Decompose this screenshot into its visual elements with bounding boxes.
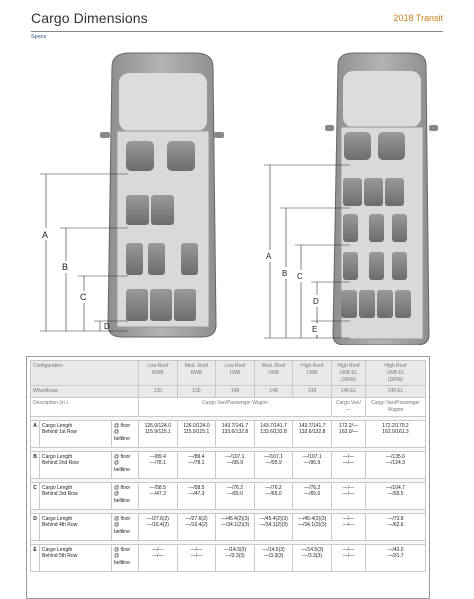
wheelbase-cell: 148 EL xyxy=(366,386,426,398)
col-header: High Roof LWB EL (SRW) xyxy=(332,361,366,386)
dim-label: E xyxy=(312,325,318,334)
row-description: Cargo Length Behind 2nd Row xyxy=(40,451,112,478)
config-label: Configuration xyxy=(31,361,139,386)
value-cell: —/— —/— xyxy=(332,544,366,571)
header-divider xyxy=(31,31,443,32)
value-cell: —/76.2 —/65.0 xyxy=(216,482,255,509)
type-row xyxy=(31,398,426,417)
model-year: 2018 Transit xyxy=(393,13,443,23)
col-header: Med. Roof RWB xyxy=(177,361,216,386)
value-cell: —/107.1 —/95.9 xyxy=(293,451,332,478)
row-description: Cargo Length Behind 5th Row xyxy=(40,544,112,571)
type-srw: Cargo Van/— xyxy=(332,398,366,417)
col-header: Med. Roof LWB xyxy=(254,361,293,386)
table-row xyxy=(31,482,426,509)
wheelbase-row xyxy=(31,386,426,398)
value-cell: —/58.5 —/47.3 xyxy=(139,482,178,509)
value-cell: —/— —/— xyxy=(177,544,216,571)
value-cell: 126.0/124.0 115.9/115.1 xyxy=(139,420,178,447)
col-header: Low Roof RWB xyxy=(139,361,178,386)
col-header: High Roof LWB EL (DRW) xyxy=(366,361,426,386)
wagon-rwb-top-view xyxy=(40,53,224,337)
dim-label: A xyxy=(42,230,49,240)
wheelbase-cell: 130 xyxy=(139,386,178,398)
value-cell: —/135.6 —/124.3 xyxy=(366,451,426,478)
row-description: Cargo Length Behind 1st Row xyxy=(40,420,112,447)
table-row xyxy=(31,513,426,540)
row-description: Cargo Length Behind 4th Row xyxy=(40,513,112,540)
value-cell: —/107.1 —/95.9 xyxy=(254,451,293,478)
row-position: @ floor @ beltline xyxy=(112,513,139,540)
value-cell: —/104.7 —/93.5 xyxy=(366,482,426,509)
wheelbase-cell: 148 EL xyxy=(332,386,366,398)
value-cell: —/45.4(2)(3) —/34.1(2)(3) xyxy=(216,513,255,540)
row-letter: A xyxy=(31,420,40,447)
row-position: @ floor @ beltline xyxy=(112,544,139,571)
dim-label: C xyxy=(80,292,87,302)
cargo-dimensions-table xyxy=(26,356,430,599)
row-letter: B xyxy=(31,451,40,478)
value-cell: —/14.5(3) —/3.3(3) xyxy=(254,544,293,571)
page-title: Cargo Dimensions xyxy=(31,10,148,26)
row-letter: E xyxy=(31,544,40,571)
value-cell: 143.7/141.7 133.6/132.8 xyxy=(254,420,293,447)
value-cell: —/89.4 —/78.1 xyxy=(139,451,178,478)
value-cell: —/14.5(3) —/3.3(3) xyxy=(216,544,255,571)
dim-label: B xyxy=(282,269,288,278)
value-cell: 143.7/141.7 133.6/132.8 xyxy=(293,420,332,447)
value-cell: —/— —/— xyxy=(332,451,366,478)
row-description: Cargo Length Behind 3rd Row xyxy=(40,482,112,509)
type-main: Cargo Van/Passenger Wagon xyxy=(139,398,332,417)
value-cell: 172.2/170.2 162.0/161.3 xyxy=(366,420,426,447)
value-cell: 143.7/141.7 133.6/132.8 xyxy=(216,420,255,447)
value-cell: 172.2/— 162.0/— xyxy=(332,420,366,447)
row-position: @ floor @ beltline xyxy=(112,420,139,447)
dim-label: C xyxy=(297,272,303,281)
dim-label: D xyxy=(104,322,110,331)
row-position: @ floor @ beltline xyxy=(112,451,139,478)
wheelbase-cell: 148 xyxy=(216,386,255,398)
value-cell: —/76.2 —/65.0 xyxy=(254,482,293,509)
section-label: Specs xyxy=(31,34,47,40)
wheelbase-cell: 130 xyxy=(177,386,216,398)
type-drw: Cargo Van/Passenger Wagon xyxy=(366,398,426,417)
value-cell: —/— —/— xyxy=(332,482,366,509)
row-letter: D xyxy=(31,513,40,540)
value-cell: —/76.2 —/65.0 xyxy=(293,482,332,509)
value-cell: —/27.6(2) —/16.4(2) xyxy=(177,513,216,540)
wheelbase-cell: 148 xyxy=(293,386,332,398)
value-cell: —/107.1 —/95.9 xyxy=(216,451,255,478)
dim-label: A xyxy=(266,252,272,261)
cargo-diagram xyxy=(0,45,474,345)
value-cell: —/89.4 —/78.1 xyxy=(177,451,216,478)
value-cell: —/43.0 —/31.7 xyxy=(366,544,426,571)
col-header: High Roof LWB xyxy=(293,361,332,386)
table-row xyxy=(31,544,426,571)
row-letter: C xyxy=(31,482,40,509)
value-cell: —/27.6(2) —/16.4(2) xyxy=(139,513,178,540)
configuration-row xyxy=(31,361,426,386)
table-row xyxy=(31,451,426,478)
dim-label: D xyxy=(313,297,319,306)
value-cell: —/— —/— xyxy=(139,544,178,571)
col-header: Low Roof LWB xyxy=(216,361,255,386)
value-cell: —/73.8 —/62.6 xyxy=(366,513,426,540)
wagon-lwb-el-top-view xyxy=(264,53,438,345)
value-cell: 126.0/124.0 115.9/115.1 xyxy=(177,420,216,447)
value-cell: —/58.5 —/47.3 xyxy=(177,482,216,509)
dim-label: B xyxy=(62,262,69,272)
value-cell: —/— —/— xyxy=(332,513,366,540)
wheelbase-label: Wheelbase xyxy=(31,386,139,398)
value-cell: —/45.4(2)(3) —/34.1(2)(3) xyxy=(293,513,332,540)
description-label: Description (in.) xyxy=(31,398,139,417)
row-position: @ floor @ beltline xyxy=(112,482,139,509)
wheelbase-cell: 148 xyxy=(254,386,293,398)
table-row xyxy=(31,420,426,447)
value-cell: —/45.4(2)(3) —/34.1(2)(3) xyxy=(254,513,293,540)
value-cell: —/14.5(3) —/3.3(3) xyxy=(293,544,332,571)
